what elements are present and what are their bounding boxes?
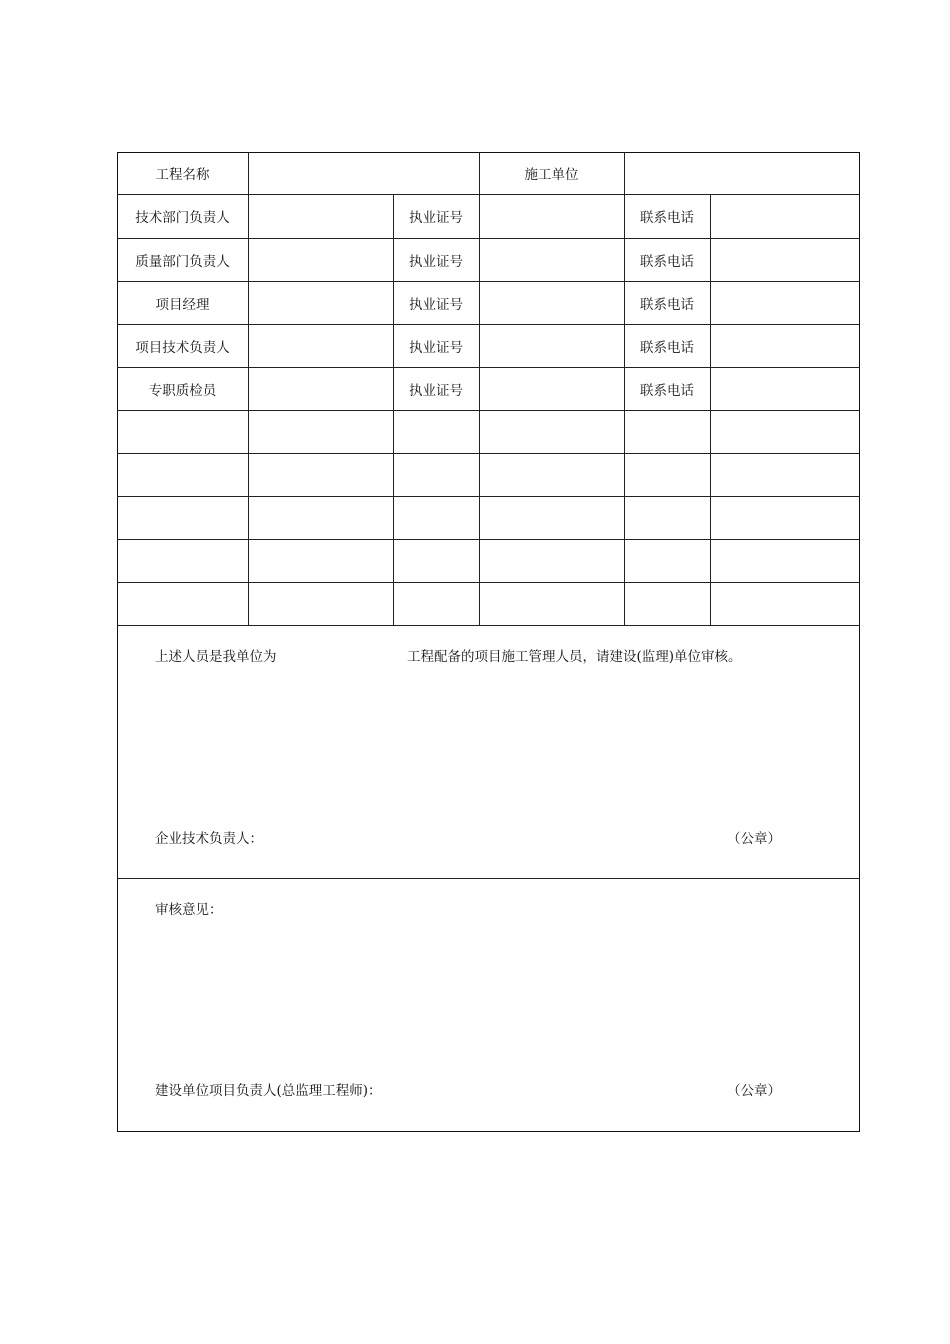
- row-divider: [117, 453, 860, 454]
- contractor-label: 施工单位: [524, 167, 579, 183]
- row-divider: [117, 625, 860, 626]
- contractor-field[interactable]: [624, 152, 860, 194]
- cert-label: 执业证号: [409, 210, 463, 226]
- review-opinion-label: 审核意见：: [155, 902, 223, 918]
- project-name-field[interactable]: [248, 152, 479, 194]
- personnel-form-table: [117, 152, 860, 1132]
- row-divider: [117, 539, 860, 540]
- seal-label: （公章）: [727, 1083, 781, 1099]
- cert-label: 执业证号: [409, 382, 463, 399]
- declaration-text-before: 上述人员是我单位为: [155, 649, 277, 665]
- phone-label: 联系电话: [640, 253, 694, 270]
- phone-label: 联系电话: [640, 339, 694, 356]
- row-divider: [117, 496, 860, 497]
- role-label: 项目技术负责人: [135, 339, 230, 356]
- seal-label: （公章）: [727, 831, 781, 847]
- declaration-text-after: 工程配备的项目施工管理人员，请建设(监理)单位审核。: [407, 649, 742, 665]
- role-label: 项目经理: [155, 296, 210, 313]
- phone-label: 联系电话: [640, 210, 694, 226]
- col-divider: [248, 152, 249, 626]
- role-label: 质量部门负责人: [135, 253, 230, 270]
- project-name-label: 工程名称: [155, 167, 210, 183]
- col-divider: [710, 194, 711, 626]
- row-divider: [117, 410, 860, 411]
- col-divider: [479, 152, 480, 626]
- owner-project-lead-label: 建设单位项目负责人(总监理工程师)：: [155, 1083, 382, 1099]
- phone-label: 联系电话: [640, 296, 694, 313]
- cert-label: 执业证号: [409, 296, 463, 313]
- enterprise-tech-lead-label: 企业技术负责人：: [155, 831, 263, 847]
- section-divider: [117, 878, 860, 879]
- role-label: 技术部门负责人: [135, 210, 230, 226]
- role-label: 专职质检员: [148, 382, 217, 399]
- cert-label: 执业证号: [409, 253, 463, 270]
- row-divider: [117, 582, 860, 583]
- cert-label: 执业证号: [409, 339, 463, 356]
- phone-label: 联系电话: [640, 382, 694, 399]
